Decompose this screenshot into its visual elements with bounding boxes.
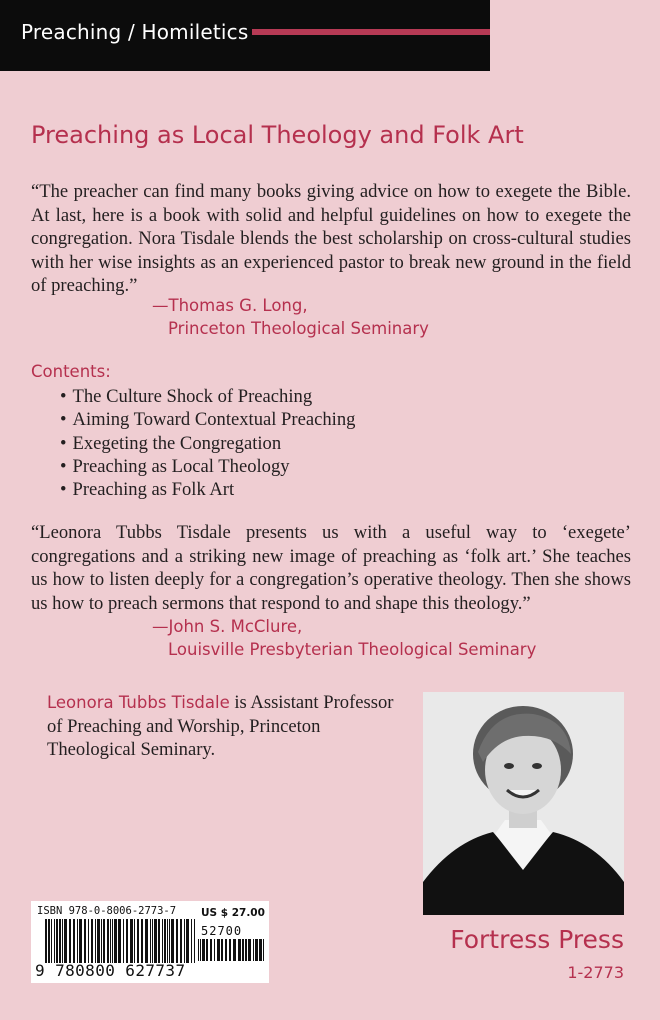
endorsement-quote-1: “The preacher can find many books giving advice on how to exegete the Bible. At last, here is a book with solid and helpful guidelines on how to exegete the congregation. Nora Tisdale blends the best scholarship on cross-cultural studies with her wise insights as an experienced pastor to break new ground in the field of preaching.” xyxy=(31,181,631,296)
endorser-affiliation-2: Louisville Presbyterian Theological Seminary xyxy=(168,640,537,659)
author-name: Leonora Tubbs Tisdale xyxy=(47,693,230,712)
author-bio-text: is Assistant Professor of Preaching and Worship, Princeton Theological Seminary. xyxy=(47,692,394,760)
category-bar xyxy=(0,0,490,71)
endorser-name-2: —John S. McClure, xyxy=(152,617,303,636)
catalog-number: 1-2773 xyxy=(567,963,624,982)
contents-item: • Exegeting the Congregation xyxy=(60,432,355,455)
publisher-name: Fortress Press xyxy=(450,925,624,954)
endorsement-attribution-2 xyxy=(152,615,536,661)
barcode-digits: 9 780800 627737 xyxy=(35,961,186,980)
endorsement-attribution-1 xyxy=(152,294,429,340)
contents-item: • Preaching as Local Theology xyxy=(60,455,355,478)
author-bio xyxy=(47,691,407,762)
barcode-bars xyxy=(45,919,195,963)
price-label: US $ 27.00 xyxy=(201,907,265,919)
author-photo xyxy=(423,692,624,915)
endorser-name-1: —Thomas G. Long, xyxy=(152,296,308,315)
category-label: Preaching / Homiletics xyxy=(21,20,249,44)
endorser-affiliation-1: Princeton Theological Seminary xyxy=(168,319,429,338)
isbn-barcode xyxy=(31,901,269,983)
contents-heading: Contents: xyxy=(31,362,111,381)
price-barcode-bars xyxy=(198,939,264,961)
contents-item: • Aiming Toward Contextual Preaching xyxy=(60,408,355,431)
contents-item: • The Culture Shock of Preaching xyxy=(60,385,355,408)
isbn-number: ISBN 978-0-8006-2773-7 xyxy=(37,905,177,917)
category-rule xyxy=(252,29,490,35)
contents-list xyxy=(60,385,355,501)
endorsement-quote-2: “Leonora Tubbs Tisdale presents us with a useful way to ‘exegete’ congregations and a striking new image of preaching as ‘folk art.’ She teaches us how to listen deeply for a congregation’s operative theology. Then she shows us how to preach sermons that respond to and shape this theology.” xyxy=(31,522,631,614)
contents-item: • Preaching as Folk Art xyxy=(60,478,355,501)
price-code: 52700 xyxy=(201,924,243,938)
book-title: Preaching as Local Theology and Folk Art xyxy=(31,121,524,149)
